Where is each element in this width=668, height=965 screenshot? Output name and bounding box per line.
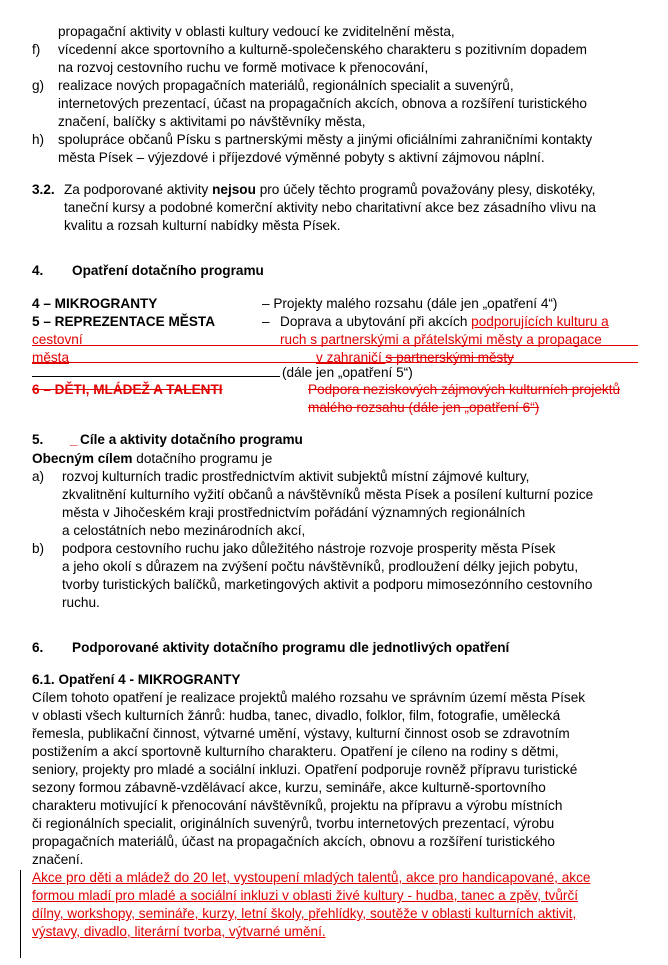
- list-marker-g: g): [32, 78, 45, 93]
- measure-5-name-inserted-line2: cestovní: [32, 332, 83, 347]
- goal-b-line4: ruchu.: [62, 595, 100, 610]
- list-marker-a: a): [32, 469, 45, 484]
- measure-5-description-line3: v zahraničí s partnerskými městy: [316, 350, 514, 365]
- inserted-paragraph-line: formou mladí pro mladé a sociální inkluzi v oblasti živé kultury - hudba, tanec a zpěv, tvůrčí: [32, 888, 579, 903]
- measure-6-description-deleted-line2: malého rozsahu (dále jen „opatření 6“): [308, 400, 540, 415]
- paragraph-line: charakteru motivující k přenocování návštěvníků, projektu na přípravu a výrobu místních: [32, 798, 563, 813]
- section-3-2-line1: Za podporované aktivity nejsou pro účely těchto programů považovány plesy, diskotéky,: [64, 182, 596, 197]
- measure-5-name: 5 – REPREZENTACE MĚSTA: [32, 314, 216, 329]
- goal-b-line2: a jeho okolí s důrazem na zvýšení počtu návštěvníků, prodloužení délky jejich pobytu,: [62, 559, 579, 574]
- goal-a-line3: města v Jihočeském kraji prostřednictvím pořádání významných regionálních: [62, 505, 526, 520]
- paragraph-line: či regionálních specialit, originálních suvenýrů, tvorbu internetových prezentací, výrobu: [32, 816, 555, 831]
- measure-5-dash: –: [262, 314, 270, 329]
- paragraph-line: značení.: [32, 852, 84, 867]
- inserted-paragraph-line: výstavy, divadlo, literární tvorba, výtvarné umění.: [32, 924, 326, 939]
- paragraph-line: seniory, projekty pro mladé a sociální inkluzi. Opatření podporuje rovněž přípravu turistické: [32, 762, 578, 777]
- list-marker-f: f): [32, 42, 41, 57]
- list-item-f-line2: na rozvoj cestovního ruchu ve formě motivace k přenocování,: [58, 60, 429, 75]
- paragraph-line: postižením a akcí sportovně kulturního charakteru. Opatření je cíleno na rodiny s dětmi,: [32, 744, 559, 759]
- change-bar: [20, 870, 21, 958]
- measure-6-description-deleted-line1: Podpora neziskových zájmových kulturních projektů: [308, 382, 621, 397]
- section-4-title: Opatření dotačního programu: [72, 263, 264, 278]
- section-6-title: Podporované aktivity dotačního programu dle jednotlivých opatření: [72, 640, 510, 655]
- paragraph-line: Cílem tohoto opatření je realizace projektů malého rozsahu ve správním území města Písek: [32, 690, 586, 705]
- measure-5-alias: (dále jen „opatření 5“): [282, 365, 413, 380]
- paragraph-line: v oblasti všech kulturních žánrů: hudba, tanec, divadlo, folklor, film, fotografie, umělecká: [32, 708, 561, 723]
- goal-b-line3: tvorby turistických balíčků, marketingových aktivit a podporu mimosezónního cestovního: [62, 577, 593, 592]
- section-4-number: 4.: [32, 263, 44, 278]
- measure-5-description-line1: Doprava a ubytování při akcích podporujících kulturu a: [280, 314, 609, 329]
- section-5-title: Cíle a aktivity dotačního programu: [80, 432, 303, 447]
- section-3-2-line3: kvalitu a rozsah kulturní nabídky města Písek.: [64, 218, 341, 233]
- goal-a-line4: a celostátních nebo mezinárodních akcí,: [62, 523, 306, 538]
- list-marker-b: b): [32, 541, 45, 556]
- list-item-e-continuation: propagační aktivity v oblasti kultury vedoucí ke zviditelnění města,: [58, 24, 455, 39]
- measure-4-description: – Projekty malého rozsahu (dále jen „opatření 4“): [262, 296, 558, 311]
- inserted-paragraph-line: Akce pro děti a mládež do 20 let, vystoupení mladých talentů, akce pro handicapované, akce: [32, 870, 591, 885]
- list-marker-h: h): [32, 132, 45, 147]
- section-5-number: 5.: [32, 432, 44, 447]
- section-6-number: 6.: [32, 640, 44, 655]
- list-item-f-line1: vícedenní akce sportovního a kulturně-společenského charakteru s pozitivním dopadem: [58, 42, 587, 57]
- list-item-g-line1: realizace nových propagačních materiálů, regionálních specialit a suvenýrů,: [58, 78, 514, 93]
- measure-4-name: 4 – MIKROGRANTY: [32, 296, 158, 311]
- goal-a-line1: rozvoj kulturních tradic prostřednictvím aktivit subjektů místní zájmové kultury,: [62, 469, 530, 484]
- measure-6-name-deleted: 6 – DĚTI, MLÁDEŽ A TALENTI: [32, 382, 223, 397]
- section-5-insert-marker: _: [70, 432, 78, 447]
- section-5-intro: Obecným cílem dotačního programu je: [32, 451, 273, 466]
- section-6-1-heading: 6.1. Opatření 4 - MIKROGRANTY: [32, 672, 241, 687]
- measure-5-name-inserted-line3: města: [32, 350, 70, 365]
- measure-5-description-inserted-line2: ruch s partnerskými a přátelskými městy a propagace: [280, 332, 602, 347]
- list-item-g-line2: internetových prezentací, účast na propagačních akcích, obnova a rozšíření turistického: [58, 96, 587, 111]
- list-item-h-line2: města Písek – výjezdové i příjezdové výměnné pobyty s aktivní zájmovou náplní.: [58, 150, 545, 165]
- goal-b-line1: podpora cestovního ruchu jako důležitého nástroje rozvoje prosperity města Písek: [62, 541, 556, 556]
- list-item-h-line1: spolupráce občanů Písku s partnerskými městy a jinými oficiálními zahraničními kontakty: [58, 132, 593, 147]
- paragraph-line: řemesla, publikační činnost, výtvarné umění, výstavy, kulturní činnost osob se zdravotním: [32, 726, 570, 741]
- section-3-2-line2: taneční kursy a podobné komerční aktivity nebo charitativní akce bez zásadního vlivu na: [64, 200, 596, 215]
- revision-underline: [32, 345, 638, 346]
- revision-underline: [32, 362, 638, 363]
- section-3-2-number: 3.2.: [32, 182, 55, 197]
- paragraph-line: propagačních materiálů, účast na propagačních akcích, obnovu a rozšíření turistického: [32, 834, 555, 849]
- list-item-g-line3: značení, balíčky s aktivitami po návštěvníky města,: [58, 114, 366, 129]
- inserted-paragraph-line: dílny, workshopy, semináře, kurzy, letní školy, přehlídky, soutěže v oblasti kulturních aktivit,: [32, 906, 577, 921]
- goal-a-line2: zkvalitnění kulturního vyžití občanů a návštěvníků města Písek a posílení kulturní pozice: [62, 487, 594, 502]
- paragraph-line: sezony formou zábavně-vzdělávací akce, kurzu, semináře, akce kulturně-sportovního: [32, 780, 546, 795]
- tab-leader-line: [32, 376, 280, 377]
